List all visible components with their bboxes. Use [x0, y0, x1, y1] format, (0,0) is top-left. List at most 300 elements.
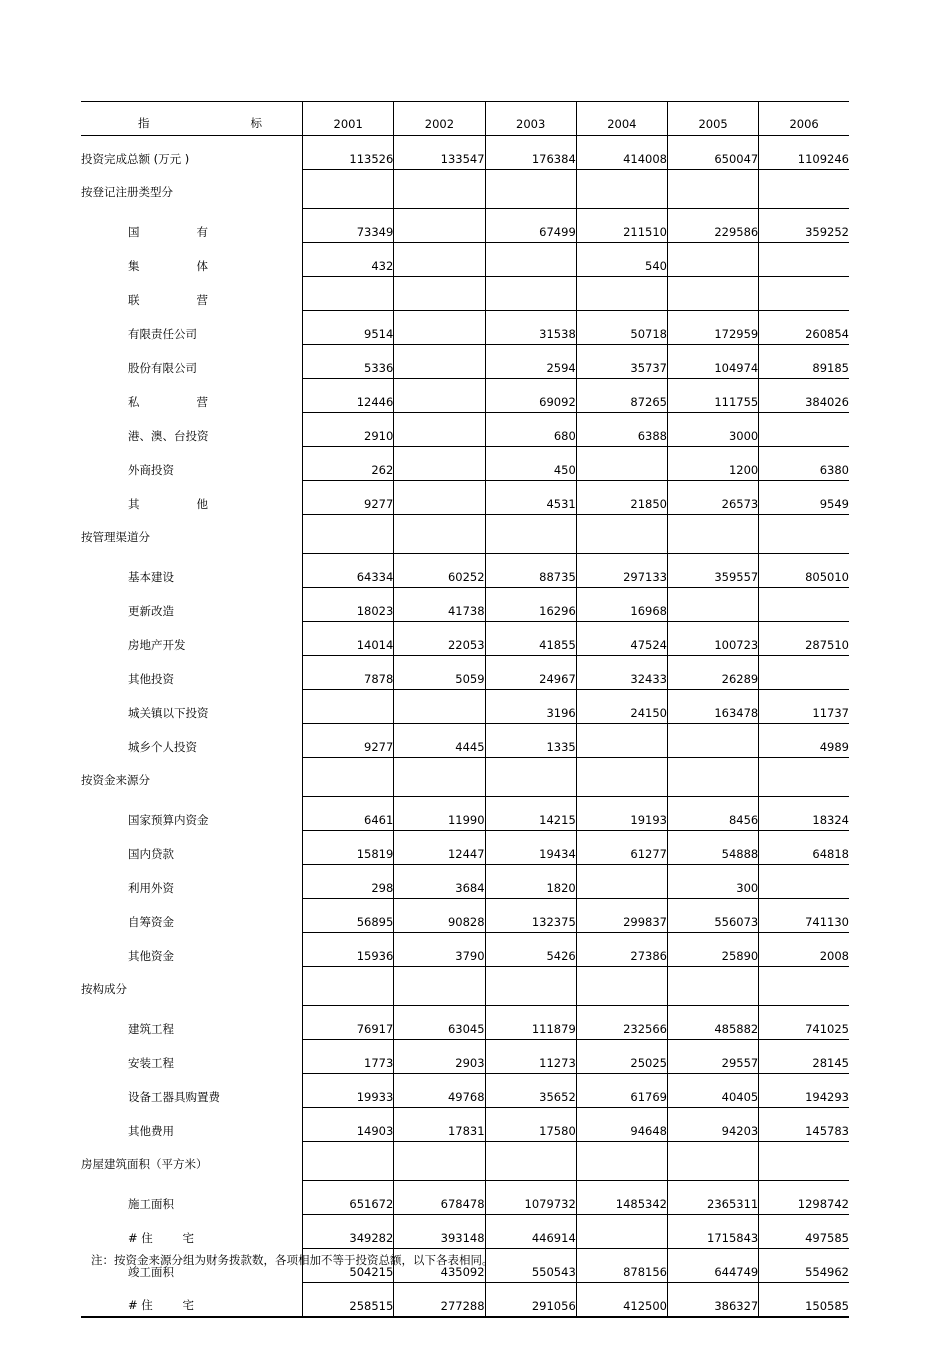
value-cell: 100723	[668, 622, 759, 656]
value-cell	[303, 967, 394, 1006]
value-cell: 540	[576, 243, 667, 277]
value-cell: 19434	[485, 831, 576, 865]
value-cell: 393148	[394, 1215, 485, 1249]
value-cell: 1715843	[668, 1215, 759, 1249]
row-label-text: 城关镇以下投资	[128, 705, 209, 720]
value-cell: 73349	[303, 209, 394, 243]
table-footnote: 注：按资金来源分组为财务拨款数，各项相加不等于投资总额，以下各表相同。	[91, 1253, 494, 1267]
value-cell: 7878	[303, 656, 394, 690]
row-label	[81, 277, 303, 311]
value-cell	[759, 277, 849, 311]
table-row	[81, 277, 849, 311]
value-cell: 550543	[485, 1249, 576, 1283]
row-label	[81, 967, 303, 1006]
value-cell	[668, 243, 759, 277]
value-cell: 145783	[759, 1108, 849, 1142]
value-cell: 172959	[668, 311, 759, 345]
row-label-text: 港、澳、台投资	[128, 428, 209, 443]
value-cell	[576, 724, 667, 758]
row-label-text	[128, 394, 208, 410]
value-cell	[394, 209, 485, 243]
value-cell	[759, 758, 849, 797]
table-row	[81, 311, 849, 345]
value-cell: 297133	[576, 554, 667, 588]
value-cell: 359557	[668, 554, 759, 588]
table-row	[81, 967, 849, 1006]
row-label-char: 其	[128, 496, 140, 511]
value-cell: 3000	[668, 413, 759, 447]
value-cell: 232566	[576, 1006, 667, 1040]
value-cell: 9514	[303, 311, 394, 345]
value-cell	[394, 413, 485, 447]
value-cell: 2594	[485, 345, 576, 379]
value-cell: 12446	[303, 379, 394, 413]
value-cell: 262	[303, 447, 394, 481]
value-cell: 349282	[303, 1215, 394, 1249]
value-cell	[668, 967, 759, 1006]
value-cell: 2910	[303, 413, 394, 447]
value-cell: 6461	[303, 797, 394, 831]
value-cell: 446914	[485, 1215, 576, 1249]
value-cell: 1109246	[759, 136, 849, 170]
value-cell: 24150	[576, 690, 667, 724]
value-cell: 150585	[759, 1283, 849, 1318]
row-label-text: 设备工器具购置费	[128, 1089, 220, 1104]
row-label	[81, 447, 303, 481]
value-cell	[394, 515, 485, 554]
year-column-header: 2003	[485, 102, 576, 136]
value-cell: 277288	[394, 1283, 485, 1318]
table-row	[81, 209, 849, 243]
value-cell: 556073	[668, 899, 759, 933]
row-label-text: 股份有限公司	[128, 360, 197, 375]
value-cell	[576, 865, 667, 899]
value-cell: 432	[303, 243, 394, 277]
value-cell: 63045	[394, 1006, 485, 1040]
year-column-header: 2004	[576, 102, 667, 136]
value-cell: 435092	[394, 1249, 485, 1283]
value-cell: 25890	[668, 933, 759, 967]
table-row	[81, 345, 849, 379]
value-cell: 94203	[668, 1108, 759, 1142]
table-row	[81, 1142, 849, 1181]
row-label-char: 有	[196, 224, 208, 239]
value-cell: 299837	[576, 899, 667, 933]
row-label-text: 按构成分	[81, 981, 127, 996]
value-cell: 741025	[759, 1006, 849, 1040]
row-label-char: 国	[128, 224, 140, 239]
value-cell	[303, 758, 394, 797]
value-cell: 412500	[576, 1283, 667, 1318]
table-body	[81, 136, 849, 1318]
row-label-text: 城乡个人投资	[128, 739, 197, 754]
value-cell: 384026	[759, 379, 849, 413]
value-cell	[759, 588, 849, 622]
value-cell: 111755	[668, 379, 759, 413]
value-cell: 76917	[303, 1006, 394, 1040]
row-label	[81, 170, 303, 209]
value-cell	[394, 447, 485, 481]
value-cell: 94648	[576, 1108, 667, 1142]
value-cell: 554962	[759, 1249, 849, 1283]
value-cell	[485, 243, 576, 277]
table-row	[81, 899, 849, 933]
investment-statistics-table	[81, 101, 849, 1318]
row-label-text: 更新改造	[128, 603, 174, 618]
row-label-char: # 住	[128, 1230, 153, 1245]
row-label-char: # 住	[128, 1298, 153, 1312]
value-cell: 18023	[303, 588, 394, 622]
table-row	[81, 554, 849, 588]
value-cell: 26289	[668, 656, 759, 690]
value-cell: 14903	[303, 1108, 394, 1142]
value-cell: 9549	[759, 481, 849, 515]
value-cell: 650047	[668, 136, 759, 170]
row-label-text	[128, 496, 208, 512]
value-cell: 111879	[485, 1006, 576, 1040]
row-label	[81, 588, 303, 622]
value-cell: 56895	[303, 899, 394, 933]
value-cell: 27386	[576, 933, 667, 967]
row-label-text: 竣工面积	[128, 1264, 174, 1279]
row-label-text	[128, 1230, 194, 1246]
value-cell: 194293	[759, 1074, 849, 1108]
value-cell: 414008	[576, 136, 667, 170]
table-row	[81, 1006, 849, 1040]
value-cell: 28145	[759, 1040, 849, 1074]
value-cell: 50718	[576, 311, 667, 345]
value-cell: 504215	[303, 1249, 394, 1283]
value-cell	[576, 967, 667, 1006]
row-label-text	[128, 292, 208, 308]
table-row	[81, 1040, 849, 1074]
row-label	[81, 899, 303, 933]
row-label	[81, 1283, 303, 1318]
value-cell: 260854	[759, 311, 849, 345]
value-cell: 678478	[394, 1181, 485, 1215]
table-row	[81, 170, 849, 209]
value-cell: 40405	[668, 1074, 759, 1108]
row-label	[81, 1074, 303, 1108]
row-label-char: 体	[196, 258, 208, 273]
row-label	[81, 243, 303, 277]
value-cell: 9277	[303, 724, 394, 758]
value-cell: 67499	[485, 209, 576, 243]
table-row	[81, 588, 849, 622]
header-char: 标	[250, 116, 263, 130]
value-cell: 300	[668, 865, 759, 899]
value-cell: 26573	[668, 481, 759, 515]
table-row	[81, 933, 849, 967]
row-label	[81, 656, 303, 690]
value-cell: 4445	[394, 724, 485, 758]
value-cell: 1335	[485, 724, 576, 758]
value-cell: 15936	[303, 933, 394, 967]
row-label	[81, 554, 303, 588]
value-cell: 69092	[485, 379, 576, 413]
value-cell: 485882	[668, 1006, 759, 1040]
value-cell: 741130	[759, 899, 849, 933]
row-label-text: 房屋建筑面积（平方米）	[81, 1156, 208, 1171]
value-cell	[485, 967, 576, 1006]
row-label	[81, 831, 303, 865]
value-cell: 22053	[394, 622, 485, 656]
value-cell	[394, 379, 485, 413]
table-row	[81, 447, 849, 481]
row-label-text: 有限责任公司	[128, 326, 197, 341]
table-row	[81, 515, 849, 554]
value-cell: 132375	[485, 899, 576, 933]
value-cell: 35652	[485, 1074, 576, 1108]
row-label-text: 安装工程	[128, 1055, 174, 1070]
value-cell: 61277	[576, 831, 667, 865]
value-cell: 88735	[485, 554, 576, 588]
value-cell	[576, 277, 667, 311]
value-cell: 89185	[759, 345, 849, 379]
value-cell	[394, 170, 485, 209]
row-label-text: 自筹资金	[128, 914, 174, 929]
value-cell: 61769	[576, 1074, 667, 1108]
row-label	[81, 311, 303, 345]
row-label-text: 按登记注册类型分	[81, 184, 173, 199]
row-label-text: 按资金来源分	[81, 772, 150, 787]
value-cell: 6380	[759, 447, 849, 481]
value-cell: 32433	[576, 656, 667, 690]
row-label-char: 宅	[182, 1230, 194, 1245]
table-row	[81, 1074, 849, 1108]
value-cell: 35737	[576, 345, 667, 379]
value-cell	[759, 243, 849, 277]
row-label-text	[128, 258, 208, 274]
value-cell	[303, 277, 394, 311]
table-row	[81, 1283, 849, 1318]
value-cell: 176384	[485, 136, 576, 170]
value-cell	[303, 170, 394, 209]
value-cell	[394, 967, 485, 1006]
value-cell: 12447	[394, 831, 485, 865]
table-row	[81, 865, 849, 899]
table-row	[81, 413, 849, 447]
value-cell	[759, 170, 849, 209]
value-cell: 6388	[576, 413, 667, 447]
value-cell: 680	[485, 413, 576, 447]
value-cell: 291056	[485, 1283, 576, 1318]
value-cell: 41855	[485, 622, 576, 656]
row-label	[81, 345, 303, 379]
value-cell	[485, 277, 576, 311]
table-row	[81, 831, 849, 865]
value-cell: 1200	[668, 447, 759, 481]
value-cell: 386327	[668, 1283, 759, 1318]
value-cell: 878156	[576, 1249, 667, 1283]
row-label	[81, 1006, 303, 1040]
value-cell: 298	[303, 865, 394, 899]
value-cell: 41738	[394, 588, 485, 622]
value-cell: 651672	[303, 1181, 394, 1215]
value-cell: 14014	[303, 622, 394, 656]
value-cell	[303, 515, 394, 554]
row-label	[81, 1142, 303, 1181]
value-cell	[759, 413, 849, 447]
value-cell: 805010	[759, 554, 849, 588]
value-cell: 49768	[394, 1074, 485, 1108]
row-label-text: 房地产开发	[128, 637, 186, 652]
value-cell: 11737	[759, 690, 849, 724]
value-cell	[576, 170, 667, 209]
value-cell	[759, 515, 849, 554]
value-cell	[394, 1142, 485, 1181]
row-label-char: 私	[128, 394, 140, 409]
value-cell	[759, 656, 849, 690]
value-cell	[394, 690, 485, 724]
year-column-header: 2001	[303, 102, 394, 136]
row-label-text: 国内贷款	[128, 846, 174, 861]
year-column-header: 2002	[394, 102, 485, 136]
value-cell	[668, 170, 759, 209]
row-label	[81, 1108, 303, 1142]
value-cell	[485, 1142, 576, 1181]
value-cell: 21850	[576, 481, 667, 515]
row-label-text: 外商投资	[128, 462, 174, 477]
value-cell: 1485342	[576, 1181, 667, 1215]
row-label	[81, 690, 303, 724]
value-cell: 450	[485, 447, 576, 481]
value-cell: 3684	[394, 865, 485, 899]
value-cell	[759, 1142, 849, 1181]
header-char: 指	[138, 116, 150, 130]
year-column-header: 2005	[668, 102, 759, 136]
indicator-column-header	[81, 102, 303, 136]
value-cell: 4989	[759, 724, 849, 758]
value-cell: 18324	[759, 797, 849, 831]
value-cell	[576, 1142, 667, 1181]
value-cell: 87265	[576, 379, 667, 413]
value-cell: 9277	[303, 481, 394, 515]
value-cell: 8456	[668, 797, 759, 831]
value-cell	[668, 277, 759, 311]
table-row	[81, 690, 849, 724]
value-cell: 5059	[394, 656, 485, 690]
value-cell	[668, 1142, 759, 1181]
row-label	[81, 758, 303, 797]
table-row	[81, 656, 849, 690]
table-row	[81, 1181, 849, 1215]
value-cell	[394, 345, 485, 379]
value-cell: 229586	[668, 209, 759, 243]
value-cell: 104974	[668, 345, 759, 379]
value-cell: 64818	[759, 831, 849, 865]
value-cell: 15819	[303, 831, 394, 865]
row-label	[81, 1181, 303, 1215]
row-label-text: 按管理渠道分	[81, 529, 150, 544]
value-cell	[394, 311, 485, 345]
table-row	[81, 243, 849, 277]
value-cell	[485, 170, 576, 209]
value-cell: 60252	[394, 554, 485, 588]
value-cell: 3196	[485, 690, 576, 724]
row-label-text: 基本建设	[128, 569, 174, 584]
value-cell	[759, 967, 849, 1006]
value-cell	[668, 724, 759, 758]
row-label-text: 投资完成总额 (万元 )	[81, 151, 190, 166]
row-label	[81, 209, 303, 243]
table-row	[81, 379, 849, 413]
row-label	[81, 1040, 303, 1074]
row-label	[81, 413, 303, 447]
value-cell: 1820	[485, 865, 576, 899]
value-cell	[576, 447, 667, 481]
row-label	[81, 724, 303, 758]
row-label-text: 利用外资	[128, 880, 174, 895]
value-cell: 64334	[303, 554, 394, 588]
row-label-text	[128, 224, 208, 240]
value-cell: 19933	[303, 1074, 394, 1108]
value-cell: 133547	[394, 136, 485, 170]
value-cell: 113526	[303, 136, 394, 170]
value-cell	[485, 515, 576, 554]
table-row	[81, 1215, 849, 1249]
value-cell: 644749	[668, 1249, 759, 1283]
value-cell: 31538	[485, 311, 576, 345]
value-cell: 5336	[303, 345, 394, 379]
value-cell	[576, 1215, 667, 1249]
row-label-char: 联	[128, 292, 140, 307]
year-column-header: 2006	[759, 102, 849, 136]
value-cell	[668, 588, 759, 622]
value-cell: 2903	[394, 1040, 485, 1074]
table-row	[81, 797, 849, 831]
value-cell: 29557	[668, 1040, 759, 1074]
row-label	[81, 797, 303, 831]
row-label	[81, 1215, 303, 1249]
value-cell: 211510	[576, 209, 667, 243]
table-row	[81, 1108, 849, 1142]
row-label-char: 他	[196, 496, 208, 511]
value-cell	[576, 758, 667, 797]
table-header-row	[81, 102, 849, 136]
value-cell: 4531	[485, 481, 576, 515]
value-cell: 258515	[303, 1283, 394, 1318]
value-cell: 17580	[485, 1108, 576, 1142]
statistics-table-sheet	[81, 101, 849, 1318]
row-label	[81, 481, 303, 515]
value-cell: 497585	[759, 1215, 849, 1249]
value-cell	[394, 277, 485, 311]
value-cell: 14215	[485, 797, 576, 831]
value-cell	[394, 243, 485, 277]
row-label	[81, 515, 303, 554]
value-cell	[394, 481, 485, 515]
row-label-text: 其他费用	[128, 1123, 174, 1138]
value-cell: 11273	[485, 1040, 576, 1074]
value-cell	[759, 865, 849, 899]
value-cell: 24967	[485, 656, 576, 690]
row-label-text: 建筑工程	[128, 1021, 174, 1036]
value-cell: 287510	[759, 622, 849, 656]
table-row	[81, 622, 849, 656]
row-label-char: 营	[196, 394, 208, 409]
row-label-text: 其他资金	[128, 948, 174, 963]
row-label-text: 国家预算内资金	[128, 812, 209, 827]
value-cell: 16296	[485, 588, 576, 622]
row-label-text: 施工面积	[128, 1196, 174, 1211]
value-cell: 11990	[394, 797, 485, 831]
value-cell	[668, 515, 759, 554]
row-label	[81, 136, 303, 170]
row-label-char: 宅	[182, 1298, 194, 1312]
value-cell	[485, 758, 576, 797]
value-cell: 19193	[576, 797, 667, 831]
